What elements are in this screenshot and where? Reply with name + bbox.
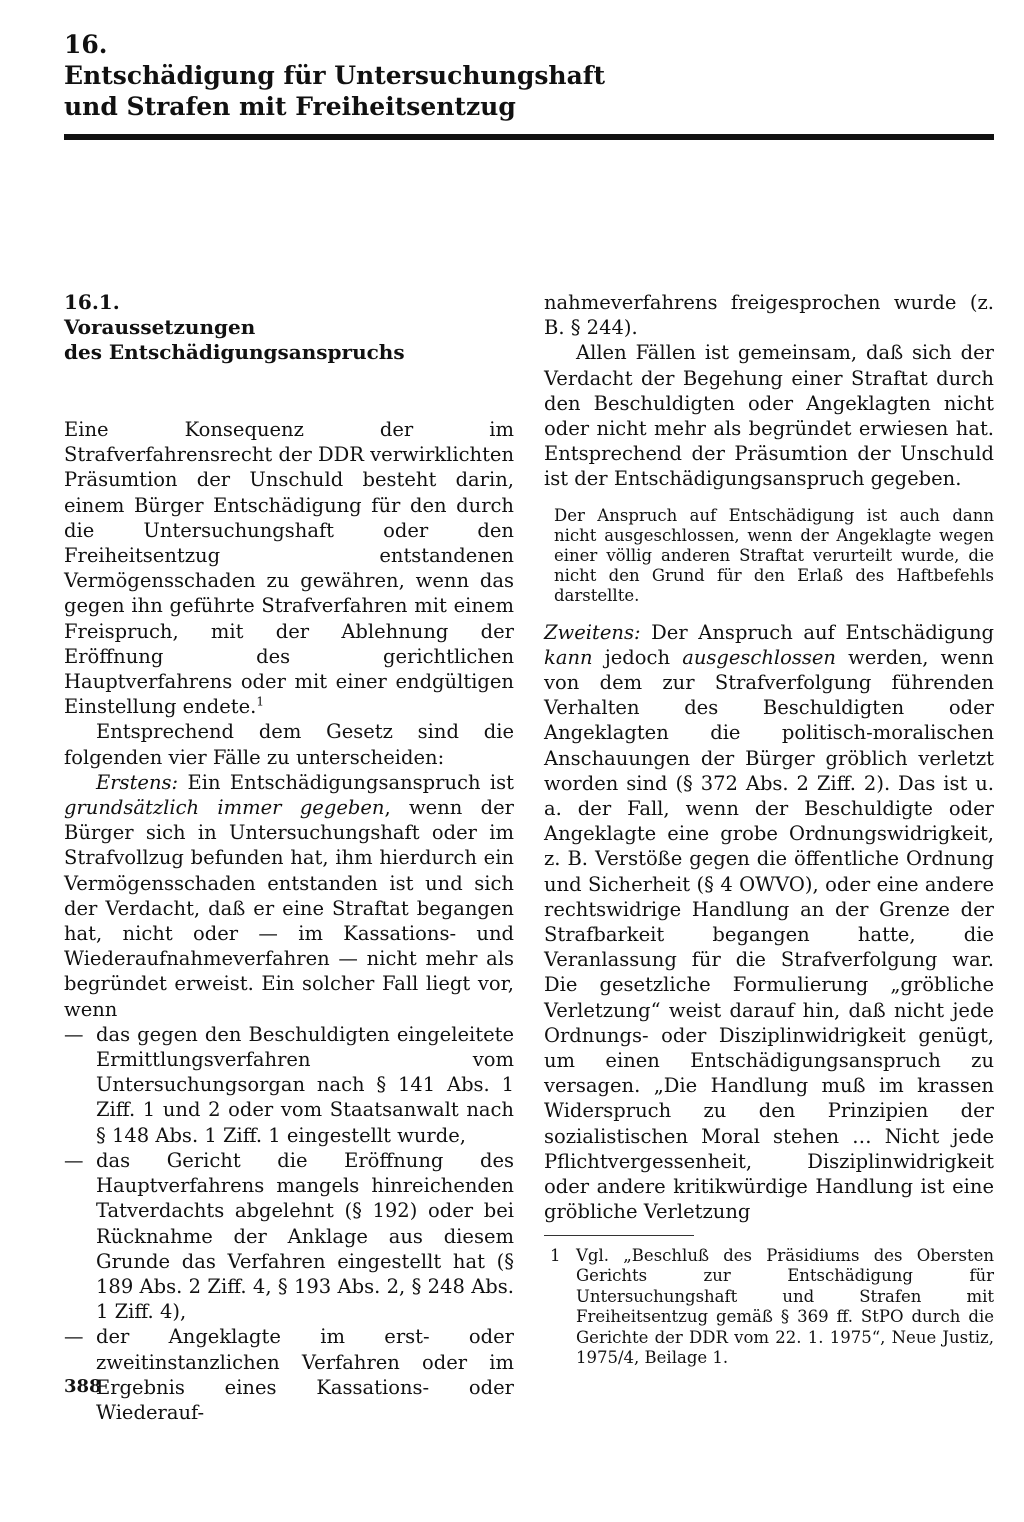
dash-bullet: — xyxy=(64,1022,84,1046)
second-emphasis-2: ausgeschlossen xyxy=(682,645,836,669)
common-paragraph: Allen Fällen ist gemeinsam, daß sich der Verdacht der Begehung einer Straftat durch den Beschuldigten oder Angeklagten nicht oder nicht mehr als begründet erwiesen hat. Entsprechend der Präsumtion der Unschuld ist der Entschädigungsanspruch gegeben. xyxy=(544,341,994,491)
chapter-header xyxy=(64,30,994,122)
first-case-paragraph: Erstens: Ein Entschädigungsanspruch ist grundsätzlich immer gegeben, wenn der Bürger sich in Untersuchungshaft oder im Strafvollzug befunden hat, ihm hierdurch ein Vermögensschaden entstanden ist und sich der Verdacht, daß er eine Straftat begangen hat, nicht oder — im Kassations- und Wiederaufnahmeverfahren — nicht mehr als begründet erweist. Ein solcher Fall liegt vor, wenn xyxy=(64,770,514,1021)
dash-bullet: — xyxy=(64,1325,84,1349)
footnote xyxy=(544,1246,994,1369)
footnote-ref: 1 xyxy=(256,694,265,709)
continuation-paragraph: nahmeverfahrens freigesprochen wurde (z. B. § 244). xyxy=(544,291,994,340)
second-label: Zweitens: xyxy=(544,620,641,644)
chapter-number: 16. xyxy=(64,30,108,59)
section-number: 16.1. xyxy=(64,290,120,314)
section-title-line-2: des Entschädigungsanspruchs xyxy=(64,340,405,364)
first-case-list xyxy=(64,1022,514,1425)
list-item: — das gegen den Beschuldigten eingeleitete Ermittlungsverfahren vom Untersuchungsorgan nach § 141 Abs. 1 Ziff. 1 und 2 oder vom Staatsanwalt nach § 148 Abs. 1 Ziff. 1 eingestellt wurde, xyxy=(64,1022,514,1147)
section-title-line-1: Voraussetzungen xyxy=(64,315,256,339)
left-column xyxy=(64,290,514,1425)
intro-text: Eine Konsequenz der im Strafverfahrensrecht der DDR verwirklichten Präsumtion der Unschuld besteht darin, einem Bürger Entschädigung für den durch die Untersuchungshaft oder den Freiheitsentzug entstandenen Vermögensschaden zu gewähren, wenn das gegen ihn geführte Strafverfahren mit einem Freispruch, mit der Ablehnung der Eröffnung des gerichtlichen Hauptverfahrens oder mit einer endgültigen Einstellung endete. xyxy=(64,418,514,719)
second-case-paragraph: Zweitens: Der Anspruch auf Entschädigung kann jedoch ausgeschlossen werden, wenn von dem zur Strafverfolgung führenden Verhalten des Beschuldigten oder Angeklagten die politisch-moralischen Anschauungen der Bürger gröblich verletzt worden sind (§ 372 Abs. 2 Ziff. 2). Das ist u. a. der Fall, wenn der Beschuldigte oder Angeklagte eine grobe Ordnungswidrigkeit, z. B. Verstöße gegen die öffentliche Ordnung und Sicherheit (§ 4 OWVO), oder eine andere rechtswidrige Handlung an der Grenze der Strafbarkeit begangen hatte, die Veranlassung für die Strafverfolgung war. Die gesetzliche Formulierung „gröbliche Verletzung“ weist darauf hin, daß nicht jede Ordnungs- oder Disziplinwidrigkeit genügt, um einen Entschädigungsanspruch zu versagen. „Die Handlung muß im krassen Widerspruch zu den Prinzipien der sozialistischen Moral stehen … Nicht jede Pflichtvergessenheit, Disziplinwidrigkeit oder andere kritikwürdige Handlung ist eine gröbliche Verletzung xyxy=(544,620,994,1224)
page-number: 388 xyxy=(64,1376,102,1397)
dash-bullet: — xyxy=(64,1148,84,1172)
cases-intro-paragraph: Entsprechend dem Gesetz sind die folgenden vier Fälle zu unterscheiden: xyxy=(64,720,514,769)
right-column xyxy=(544,290,994,1369)
footnote-number: 1 xyxy=(550,1245,561,1265)
chapter-title-line-1: Entschädigung für Untersuchungshaft xyxy=(64,61,606,90)
footnote-rule xyxy=(544,1235,694,1236)
second-emphasis-1: kann xyxy=(544,645,593,669)
list-item: — das Gericht die Eröffnung des Hauptverfahrens mangels hinreichenden Tatverdachts abgelehnt (§ 192) oder bei Rücknahme der Anklage aus diesem Grunde das Verfahren eingestellt hat (§ 189 Abs. 2 Ziff. 4, § 193 Abs. 2, § 248 Abs. 1 Ziff. 4), xyxy=(64,1148,514,1324)
intro-paragraph xyxy=(64,417,514,719)
chapter-title-line-2: und Strafen mit Freiheitsentzug xyxy=(64,92,516,121)
header-rule xyxy=(64,134,994,140)
section-heading xyxy=(64,290,514,365)
first-emphasis: grundsätzlich immer gegeben xyxy=(64,796,385,820)
small-note: Der Anspruch auf Entschädigung ist auch dann nicht ausgeschlossen, wenn der Angeklagte wegen einer völlig anderen Straftat verurteilt wurde, die nicht den Grund für den Erlaß des Haftbefehls darstellte. xyxy=(554,505,994,605)
list-item: — der Angeklagte im erst- oder zweitinstanzlichen Verfahren oder im Ergebnis eines Kassations- oder Wiederauf- xyxy=(64,1325,514,1424)
footnote-text: Vgl. „Beschluß des Präsidiums des Obersten Gerichts zur Entschädigung für Untersuchungshaft und Strafen mit Freiheitsentzug gemäß § 369 ff. StPO durch die Gerichte der DDR vom 22. 1. 1975“, Neue Justiz, 1975/4, Beilage 1. xyxy=(576,1245,994,1367)
first-label: Erstens: xyxy=(96,770,179,794)
